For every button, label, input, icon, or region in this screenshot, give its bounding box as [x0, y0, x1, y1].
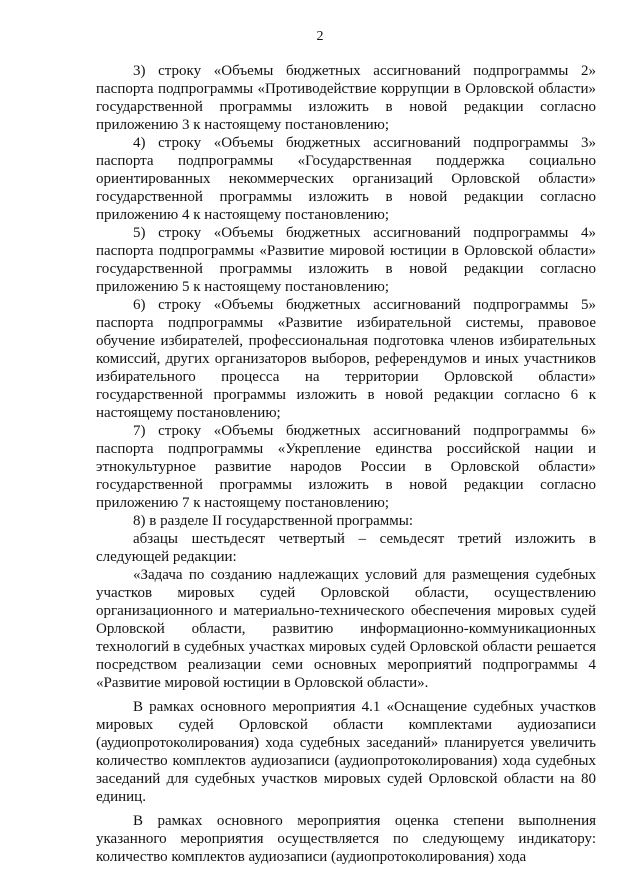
paragraph-abzacy: абзацы шестьдесят четвертый – семьдесят третий изложить в следующей редакции:	[96, 531, 596, 565]
paragraph-item-3: 3) строку «Объемы бюджетных ассигнований подпрограммы 2» паспорта подпрограммы «Противодействие коррупции в Орловской области» государственной программы изложить в новой редакции согласно приложению 3 к настоящему постановлению;	[96, 63, 596, 133]
paragraph-item-8: 8) в разделе II государственной программы:	[133, 513, 414, 529]
paragraph-item-5: 5) строку «Объемы бюджетных ассигнований подпрограммы 4» паспорта подпрограммы «Развитие мировой юстиции в Орловской области» государственной программы изложить в новой редакции согласно приложению 5 к настоящему постановлению;	[96, 225, 596, 295]
document-body	[96, 62, 596, 866]
paragraph-item-4: 4) строку «Объемы бюджетных ассигнований подпрограммы 3» паспорта подпрограммы «Государственная поддержка социально ориентированных некоммерческих организаций Орловской области» государственной программы изложить в новой редакции согласно приложению 4 к настоящему постановлению;	[96, 135, 596, 223]
paragraph-measure-4-1: В рамках основного мероприятия 4.1 «Оснащение судебных участков мировых судей Орловской области комплектами аудиозаписи (аудиопротоколирования) хода судебных заседаний» планируется увеличить количество комплектов аудиозаписи (аудиопротоколирования) хода судебных заседаний для судебных участков мировых судей Орловской области на 80 единиц.	[96, 699, 596, 805]
paragraph-quote-task: «Задача по созданию надлежащих условий для размещения судебных участков мировых судей Орловской области, осуществлению организационного и материально-технического обеспечения мировых судей Орловской области, развитию информационно-коммуникационных технологий в судебных участках мировых судей Орловской области решается посредством реализации семи основных мероприятий подпрограммы 4 «Развитие мировой юстиции в Орловской области».	[96, 567, 596, 691]
paragraph-item-7: 7) строку «Объемы бюджетных ассигнований подпрограммы 6» паспорта подпрограммы «Укрепление единства российской нации и этнокультурное развитие народов России в Орловской области» государственной программы изложить в новой редакции согласно приложению 7 к настоящему постановлению;	[96, 423, 596, 511]
paragraph-item-6: 6) строку «Объемы бюджетных ассигнований подпрограммы 5» паспорта подпрограммы «Развитие избирательной системы, правовое обучение избирателей, профессиональная подготовка членов избирательных комиссий, других организаторов выборов, референдумов и иных участников избирательного процесса на территории Орловской области» государственной программы изложить в новой редакции согласно 6 к настоящему постановлению;	[96, 297, 596, 421]
paragraph-indicator: В рамках основного мероприятия оценка степени выполнения указанного мероприятия осуществляется по следующему индикатору: количество комплектов аудиозаписи (аудиопротоколирования) хода	[96, 813, 596, 865]
page-number: 2	[316, 29, 324, 44]
